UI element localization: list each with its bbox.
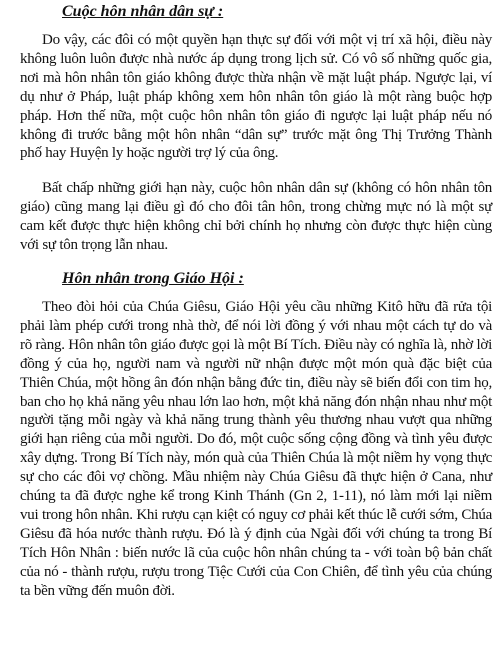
section-heading-civil-marriage: Cuộc hôn nhân dân sự : <box>62 3 224 20</box>
paragraph-civil-marriage-2: Bất chấp những giới hạn này, cuộc hôn nhân dân sự (không có hôn nhân tôn giáo) cũng mang lại điều gì đó cho đôi tân hôn, trong chừng mực nó là một sự cam kết được thực hiện không chỉ bởi chính họ nhưng còn được thực hiện cùng với sự tôn trọng lẫn nhau. <box>20 180 492 254</box>
section-heading-church-marriage: Hôn nhân trong Giáo Hội : <box>62 269 244 287</box>
paragraph-church-marriage: Theo đòi hỏi của Chúa Giêsu, Giáo Hội yêu cầu những Kitô hữu đã rửa tội phải làm phép cưới trong nhà thờ, để nói lời đồng ý với nhau một cách tự do và rõ ràng. Hôn nhân tôn giáo được gọi là một Bí Tích. Điều này có nghĩa là, nhờ lời đồng ý của họ, người nam và người nữ nhận được một món quà đặc biệt của Thiên Chúa, một hồng ân đón nhận bằng đức tin, điều này sẽ biến đổi con tim họ, ban cho họ khả năng yêu nhau lớn lao hơn, một khả năng đón nhận nhau như một người tặng mỗi ngày và khả năng trung thành yêu thương nhau vượt qua những giới hạn riêng của mỗi người. Do đó, một cuộc sống cộng đồng và tình yêu được xây dựng. Trong Bí Tích này, món quà của Thiên Chúa là một niềm hy vọng thực sự cho các đôi vợ chồng. Mầu nhiệm này Chúa Giêsu đã thực hiện ở Cana, như chúng ta đã được nghe kể trong Kinh Thánh (Gn 2, 1-11), nó làm mới lại niềm vui trong hôn nhân. Khi rượu cạn kiệt có nguy cơ phải kết thúc lễ cưới sớm, Chúa Giêsu đã hóa nước thành rượu. Đó là ý định của Ngài đối với chúng ta trong Bí Tích Hôn Nhân : biến nước lã của cuộc hôn nhân chúng ta - với toàn bộ bản chất của nó - thành rượu, rượu trong Tiệc Cưới của Con Chiên, để tình yêu của chúng ta bền vững đến muôn đời. <box>20 298 492 599</box>
paragraph-civil-marriage-1: Do vậy, các đôi có một quyền hạn thực sự đối với một vị trí xã hội, điều này không luôn luôn được nhà nước áp dụng trong lịch sử. Có vô số những quốc gia, nơi mà hôn nhân tôn giáo không được thừa nhận về mặt luật pháp. Ngược lại, ví dụ như ở Pháp, luật pháp không xem hôn nhân tôn giáo là một ràng buộc hợp pháp. Hơn thế nữa, một cuộc hôn nhân tôn giáo đi ngược lại luật pháp nếu nó không đi trước bằng một hôn nhân “dân sự” trước mặt ông Thị Trưởng Thành phố hay Huyện ly hoặc người trợ lý của ông. <box>20 32 492 162</box>
